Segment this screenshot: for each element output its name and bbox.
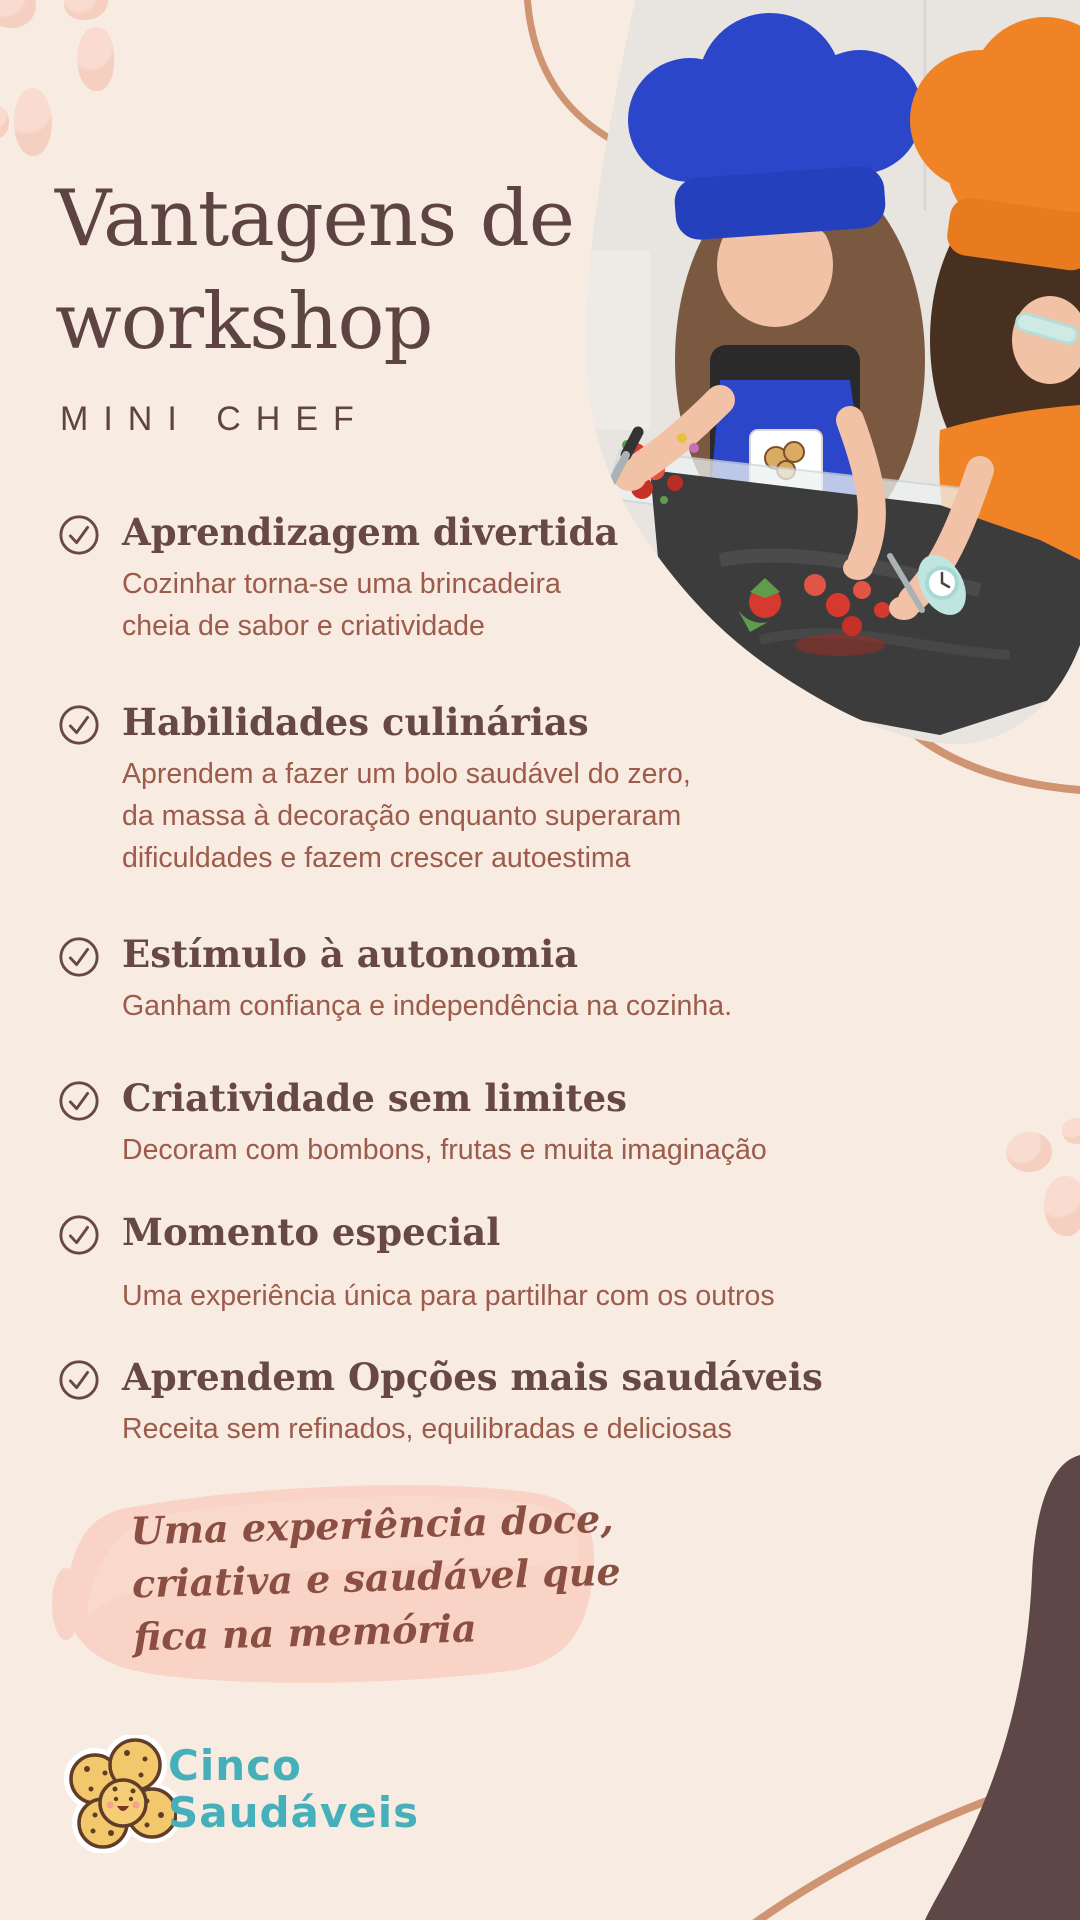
- pink-dot: [0, 106, 9, 138]
- pink-dot: [1044, 1176, 1080, 1236]
- check-circle-icon: [58, 936, 100, 978]
- check-circle-icon: [58, 1080, 100, 1122]
- workshop-photo: [420, 0, 1080, 775]
- corner-blob: [925, 1455, 1080, 1920]
- benefit-title: Aprendizagem divertida: [122, 510, 619, 554]
- brand-line-1: Cinco: [168, 1741, 302, 1790]
- benefit-title: Habilidades culinárias: [122, 700, 589, 744]
- title-line-1: Vantagens de: [55, 174, 574, 265]
- cookies-logo-icon: [55, 1735, 177, 1853]
- pink-dot: [14, 88, 52, 156]
- pink-dot: [64, 0, 108, 20]
- quote-line: fica na memória: [132, 1605, 478, 1660]
- pink-dot: [77, 27, 114, 91]
- pink-dot: [1062, 1118, 1080, 1144]
- benefit-line: Uma experiência única para partilhar com os outros: [122, 1280, 775, 1312]
- benefit-item-5: [58, 1210, 1018, 1317]
- benefit-item-4: [58, 1076, 1018, 1171]
- benefit-line: dificuldades e fazem crescer autoestima: [122, 842, 631, 874]
- benefit-item-3: [58, 932, 1018, 1027]
- pink-dot: [0, 0, 36, 28]
- benefit-line: Cozinhar torna-se uma brincadeira: [122, 568, 561, 600]
- benefit-line: Decoram com bombons, frutas e muita imaginação: [122, 1134, 767, 1166]
- quote: [130, 1492, 623, 1664]
- benefit-item-6: [58, 1355, 1018, 1450]
- check-circle-icon: [58, 704, 100, 746]
- benefit-item-2: [58, 700, 1018, 879]
- quote-line: criativa e saudável que: [131, 1548, 622, 1607]
- benefit-line: Ganham confiança e independência na cozinha.: [122, 990, 733, 1022]
- quote-line: Uma experiência doce,: [130, 1495, 615, 1554]
- benefit-line: da massa à decoração enquanto superaram: [122, 800, 682, 832]
- title-line-2: workshop: [55, 277, 433, 368]
- benefit-title: Momento especial: [122, 1210, 501, 1254]
- tan-curve-bottom-icon: [752, 1790, 1016, 1920]
- check-circle-icon: [58, 1359, 100, 1401]
- check-circle-icon: [58, 1214, 100, 1256]
- benefit-line: Receita sem refinados, equilibradas e deliciosas: [122, 1413, 732, 1445]
- benefit-line: Aprendem a fazer um bolo saudável do zero,: [122, 758, 691, 790]
- page-title: [55, 168, 574, 374]
- photo-illustration: [420, 0, 1080, 775]
- benefit-title: Estímulo à autonomia: [122, 932, 579, 976]
- subtitle-mini-chef: MINI CHEF: [60, 400, 369, 438]
- check-circle-icon: [58, 514, 100, 556]
- benefit-line: cheia de sabor e criatividade: [122, 610, 485, 642]
- brand-logo-text: [168, 1742, 419, 1836]
- benefit-item-1: [58, 510, 1018, 647]
- benefit-title: Criatividade sem limites: [122, 1076, 627, 1120]
- brand-line-2: Saudáveis: [168, 1788, 420, 1837]
- benefit-title: Aprendem Opções mais saudáveis: [122, 1355, 823, 1399]
